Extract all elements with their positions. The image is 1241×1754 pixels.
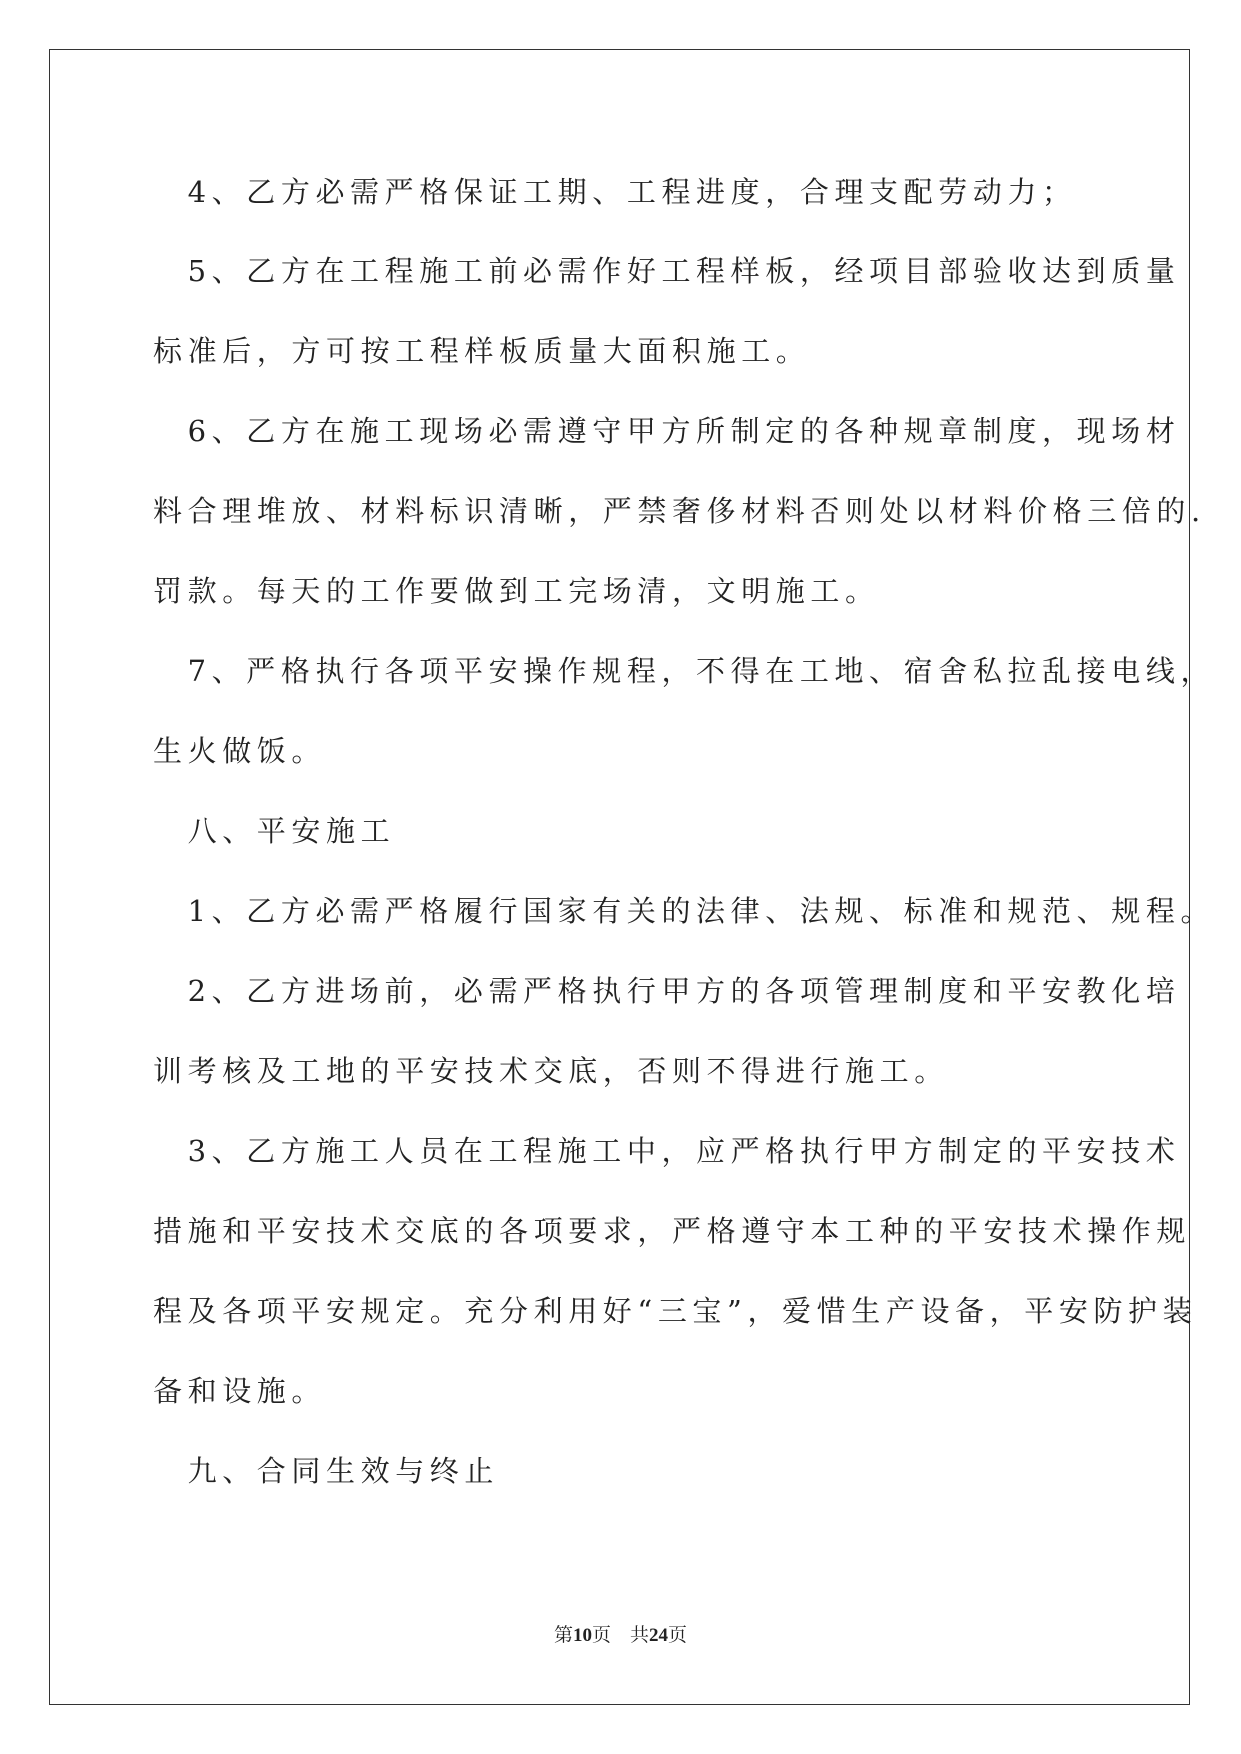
text-line: 5、乙方在工程施工前必需作好工程样板，经项目部验收达到质量: [153, 254, 1181, 288]
text-line: 7、严格执行各项平安操作规程，不得在工地、宿舍私拉乱接电线，: [153, 654, 1216, 688]
total-page-number: 24: [649, 1625, 668, 1646]
text-line: 6、乙方在施工现场必需遵守甲方所制定的各种规章制度，现场材: [153, 414, 1181, 448]
text-line: 1、乙方必需严格履行国家有关的法律、法规、标准和规范、规程。: [153, 894, 1216, 928]
text-line: 生火做饭。: [153, 734, 327, 768]
text-line: 4、乙方必需严格保证工期、工程进度，合理支配劳动力；: [153, 175, 1077, 209]
text-line: 料合理堆放、材料标识清晰，严禁奢侈材料否则处以材料价格三倍的.: [153, 494, 1206, 528]
current-page-number: 10: [572, 1625, 592, 1646]
text-line: 程及各项平安规定。充分利用好“三宝”，爱惜生产设备，平安防护装: [153, 1294, 1198, 1328]
footer-suffix: 页: [668, 1625, 688, 1646]
text-line: 措施和平安技术交底的各项要求，严格遵守本工种的平安技术操作规: [153, 1214, 1192, 1248]
section-heading: 九、合同生效与终止: [153, 1454, 500, 1488]
footer-mid: 页 共: [591, 1625, 649, 1646]
text-line: 备和设施。: [153, 1374, 327, 1408]
text-line: 训考核及工地的平安技术交底，否则不得进行施工。: [153, 1054, 949, 1088]
text-line: 标准后，方可按工程样板质量大面积施工。: [153, 334, 811, 368]
text-line: 2、乙方进场前，必需严格执行甲方的各项管理制度和平安教化培: [153, 974, 1181, 1008]
text-line: 罚款。每天的工作要做到工完场清，文明施工。: [153, 574, 880, 608]
page-footer: [0, 1620, 1241, 1647]
footer-prefix: 第: [553, 1625, 573, 1646]
text-line: 3、乙方施工人员在工程施工中，应严格执行甲方制定的平安技术: [153, 1134, 1181, 1168]
section-heading: 八、平安施工: [153, 814, 396, 848]
